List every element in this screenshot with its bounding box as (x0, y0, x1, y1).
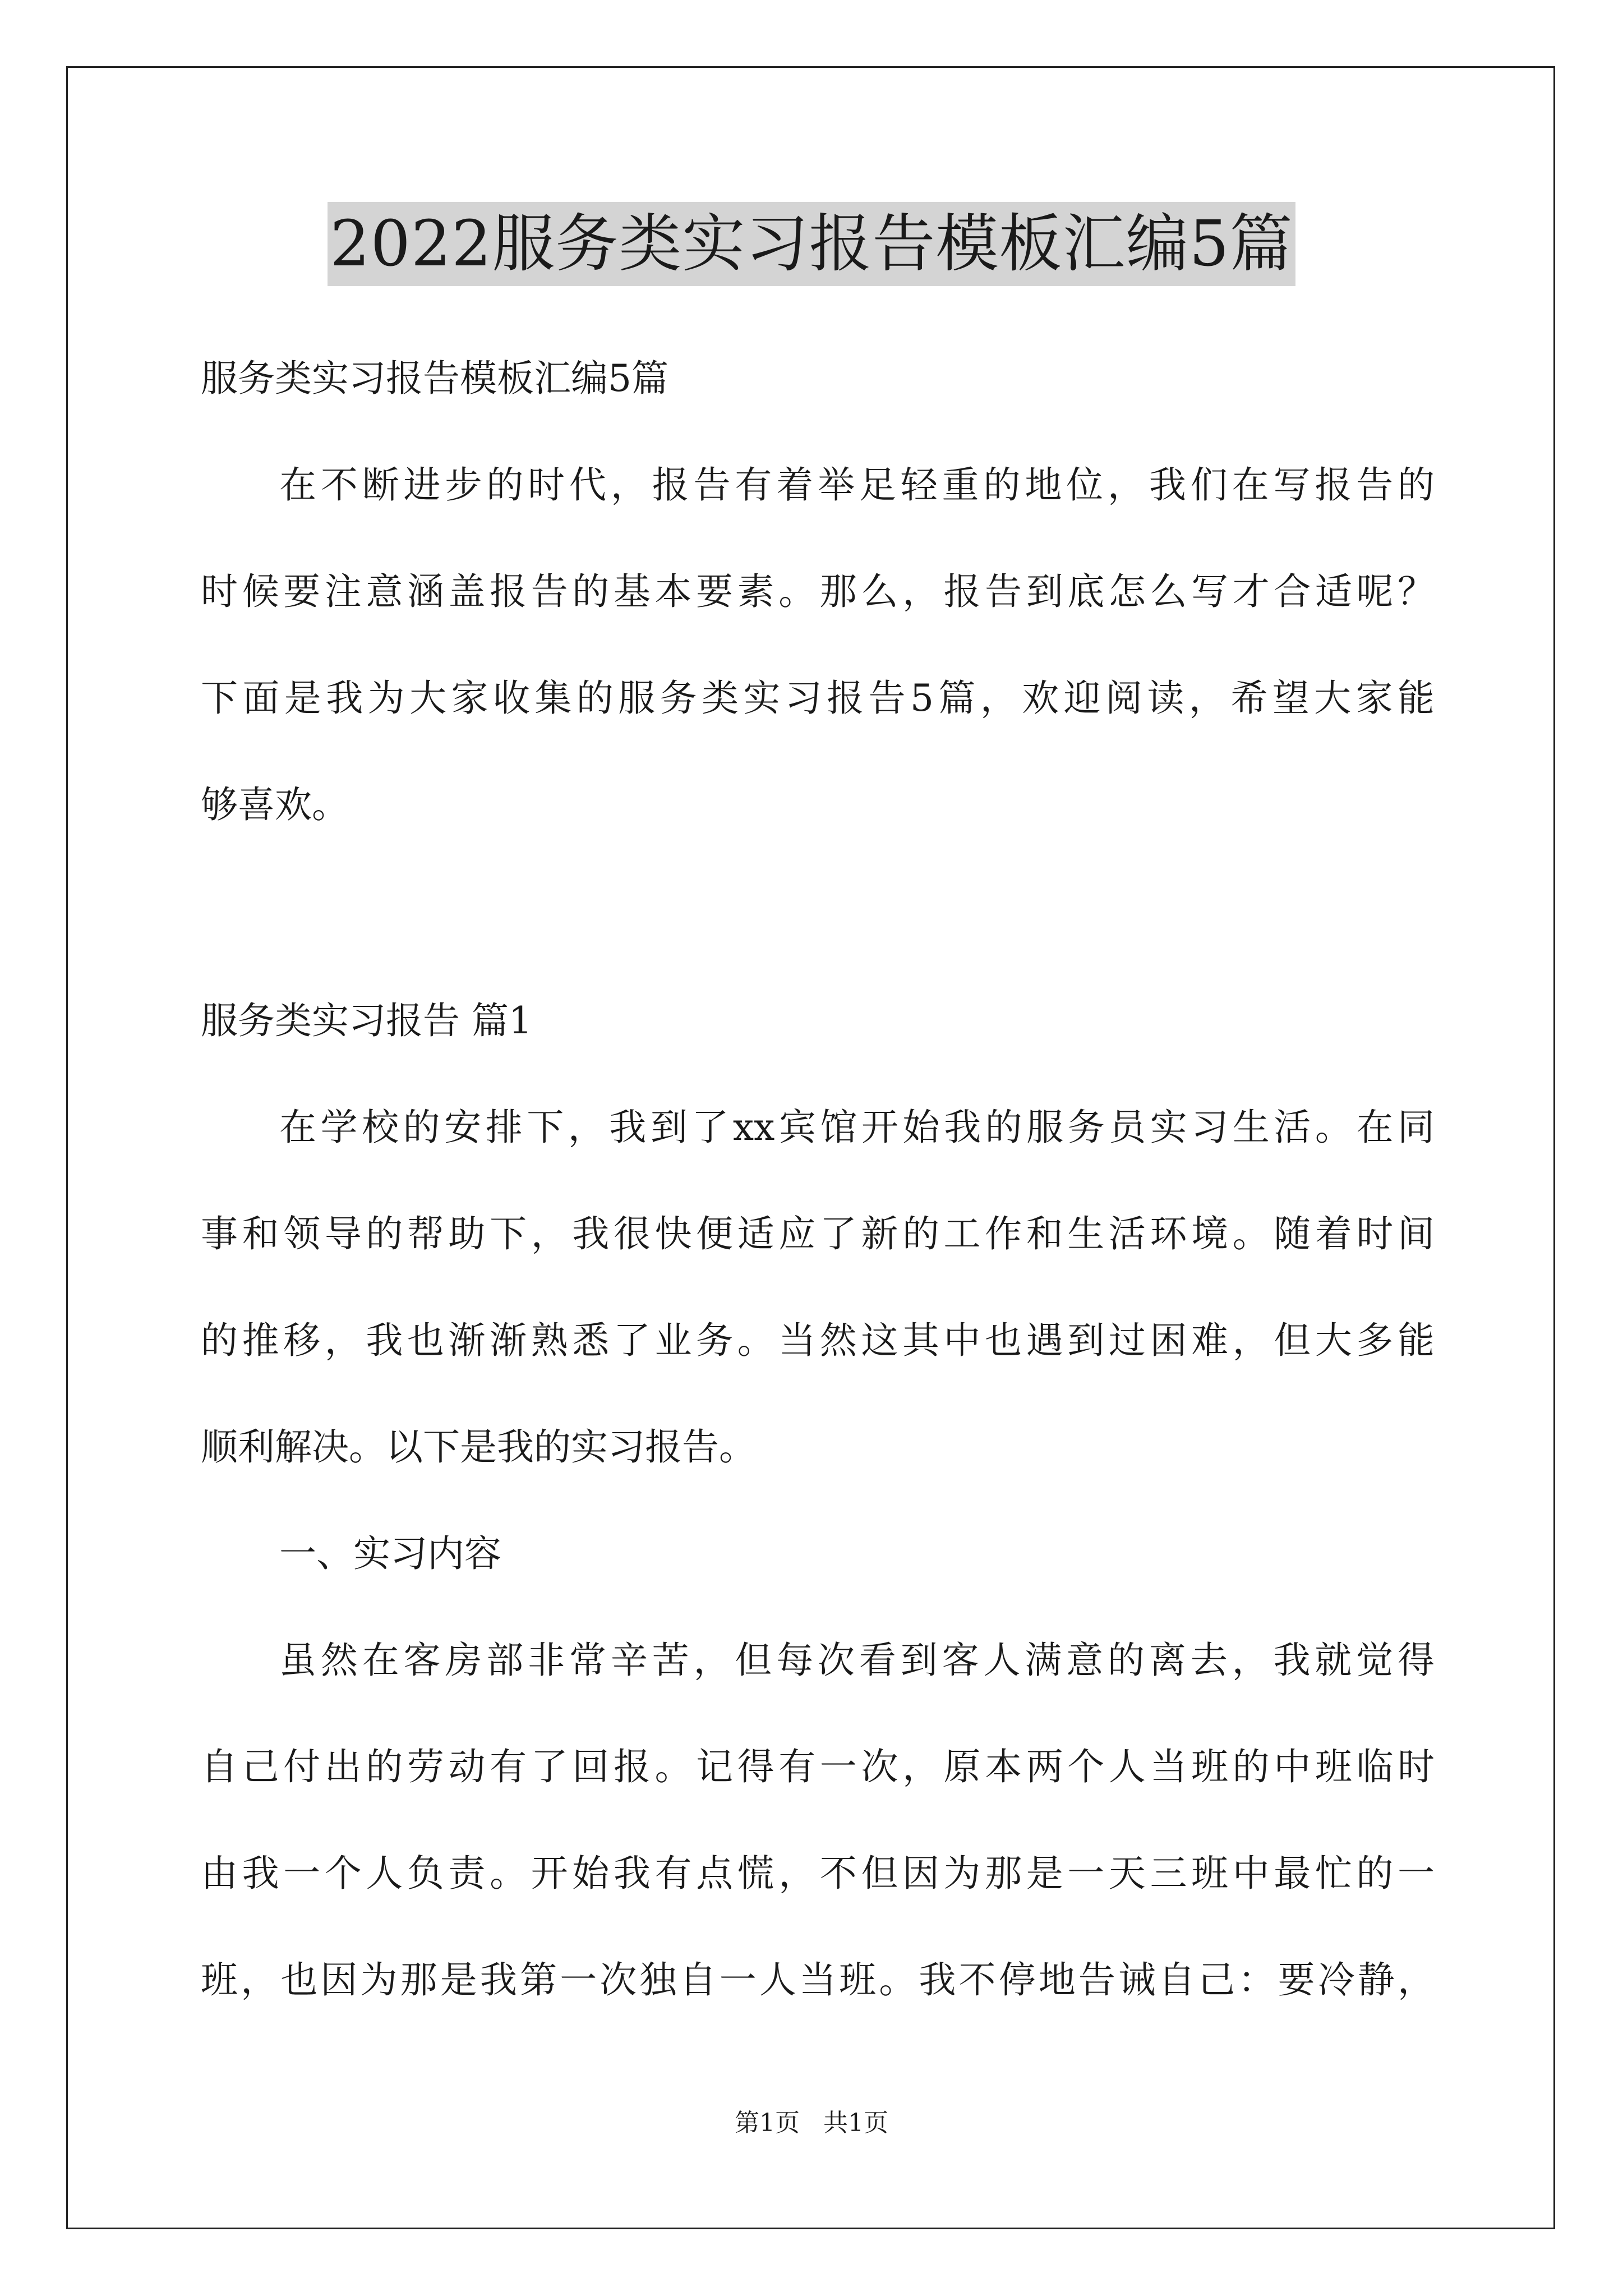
section-1-para-1-line-3: 的推移，我也渐渐熟悉了业务。当然这其中也遇到过困难，但大多能 (201, 1319, 1435, 1362)
intro-line-4: 够喜欢。 (201, 783, 349, 826)
intro-line-2: 时候要注意涵盖报告的基本要素。那么，报告到底怎么写才合适呢？ (201, 570, 1435, 613)
document-title (0, 202, 1623, 286)
document-subtitle: 服务类实习报告模板汇编5篇 (201, 357, 668, 400)
section-1-para-1-line-2: 事和领导的帮助下，我很快便适应了新的工作和生活环境。随着时间 (201, 1212, 1435, 1255)
section-1-para-2-line-3: 由我一个人负责。开始我有点慌，不但因为那是一天三班中最忙的一 (201, 1852, 1435, 1895)
document-title-text: 2022服务类实习报告模板汇编5篇 (328, 202, 1295, 286)
section-1-para-1-line-1: 在学校的安排下，我到了xx宾馆开始我的服务员实习生活。在同 (279, 1106, 1435, 1149)
page-number-footer: 第1页 共1页 (735, 2109, 888, 2137)
section-1-para-1-line-4: 顺利解决。以下是我的实习报告。 (201, 1425, 756, 1469)
section-1-heading: 服务类实习报告 篇1 (201, 999, 532, 1042)
section-1-para-2-line-2: 自己付出的劳动有了回报。记得有一次，原本两个人当班的中班临时 (201, 1745, 1435, 1788)
section-1-para-2-line-4: 班，也因为那是我第一次独自一人当班。我不停地告诫自己：要冷静， (201, 1958, 1435, 2001)
section-1-para-2-line-1: 虽然在客房部非常辛苦，但每次看到客人满意的离去，我就觉得 (279, 1639, 1435, 1682)
subheading-internship-content: 一、实习内容 (279, 1532, 501, 1575)
intro-line-3: 下面是我为大家收集的服务类实习报告5篇，欢迎阅读，希望大家能 (201, 677, 1435, 720)
intro-line-1: 在不断进步的时代，报告有着举足轻重的地位，我们在写报告的 (279, 463, 1435, 507)
